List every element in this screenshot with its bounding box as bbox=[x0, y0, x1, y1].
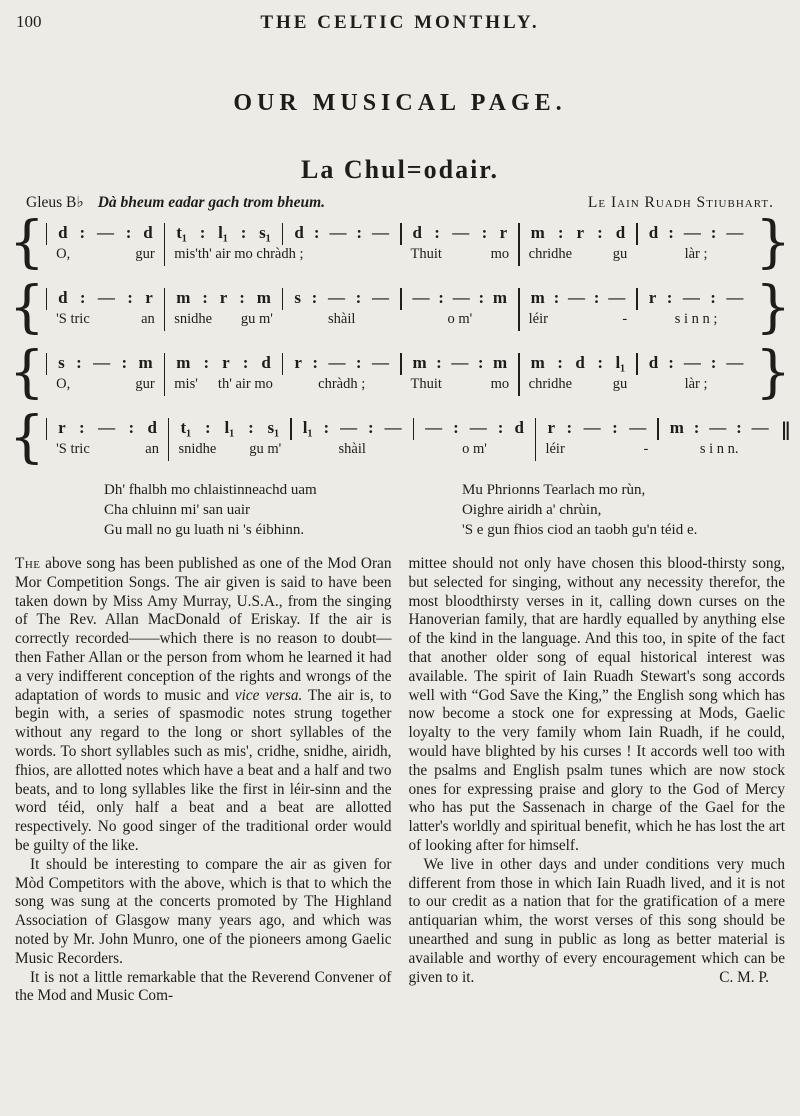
solfa-token: — bbox=[412, 287, 430, 307]
tempo-direction: Dà bheum eadar gach trom bheum. bbox=[97, 194, 326, 211]
solfa-token: : bbox=[125, 222, 132, 242]
lyric-word: mo bbox=[490, 376, 510, 392]
measure bbox=[292, 415, 413, 458]
lyric-word: mis' bbox=[174, 246, 198, 262]
solfa-token: r bbox=[58, 417, 66, 437]
solfa-token: d bbox=[648, 222, 659, 242]
solfa-notes bbox=[47, 350, 164, 375]
solfa-token: — bbox=[93, 352, 111, 372]
solfa-token: — bbox=[583, 417, 601, 437]
solfa-token: m bbox=[669, 417, 684, 437]
solfa-token: : bbox=[438, 287, 444, 307]
solfa-notes bbox=[165, 220, 282, 245]
lyric-word: O, bbox=[56, 376, 71, 392]
lyric-word: 'S tric bbox=[56, 311, 90, 327]
solfa-token: : bbox=[248, 417, 254, 437]
solfa-token: l₁ bbox=[218, 222, 228, 242]
lyric-row bbox=[165, 376, 282, 393]
solfa-token: : bbox=[239, 287, 245, 307]
solfa-token: — bbox=[97, 287, 115, 307]
measure bbox=[165, 285, 282, 328]
lyric-row bbox=[402, 376, 519, 393]
solfa-token: s₁ bbox=[259, 222, 271, 242]
solfa-token: : bbox=[668, 222, 674, 242]
solfa-token: : bbox=[203, 352, 210, 372]
article-paragraph: mittee should not only have chosen this blood-thirsty song, but selected for singing, without any necessity therefor, the most bloodthirsty verses in it, calling down curses on the Hanoverian family, that are hardly equalled by anything else of the kind in the language. And this too, in spite of the fact that another older song of equal historical interest was available. The spirit of Iain Ruadh Stewart's song accords well with “God Save the King,” the English song which has now become a stock one for expressing at Mods, Gaelic loyalty to the very family whom Iain Ruadh, if he could, would have blighted by his curses ! It accords well too with the psalms and English psalm tunes which are now stock ones for expressing praise and glory to the God of Mercy who has put the Sassenach in charge of the Gael for the latter's worldly and spiritual benefit, which he has lost the art of looking after for himself. bbox=[408, 555, 785, 854]
measure bbox=[47, 415, 168, 458]
lyric-row bbox=[638, 376, 755, 393]
solfa-notes bbox=[638, 285, 755, 310]
solfa-token: : bbox=[202, 287, 208, 307]
solfa-token: : bbox=[553, 287, 560, 307]
lyric-word: chràdh ; bbox=[318, 376, 366, 392]
close-brace: } bbox=[755, 340, 792, 405]
verse-line: Gu mall no gu luath ni 's éibhinn. bbox=[104, 522, 305, 538]
italic-phrase: vice versa. bbox=[234, 686, 303, 704]
lyric-word: làr ; bbox=[684, 376, 708, 392]
solfa-token: s bbox=[294, 287, 302, 307]
solfa-token: d bbox=[147, 417, 157, 437]
lyric-row bbox=[402, 311, 519, 328]
solfa-token: r bbox=[499, 222, 508, 242]
measure bbox=[283, 350, 400, 393]
solfa-token: : bbox=[566, 417, 573, 437]
lyric-word: o m' bbox=[447, 311, 473, 327]
solfa-token: : bbox=[76, 352, 82, 372]
lyric-word: gu bbox=[612, 376, 628, 392]
lyric-word: gu m' bbox=[249, 441, 282, 457]
lyric-row bbox=[292, 441, 413, 458]
solfa-token: — bbox=[629, 417, 647, 437]
measure bbox=[638, 220, 755, 263]
solfa-token: d bbox=[412, 222, 422, 242]
lyric-row bbox=[638, 311, 755, 328]
solfa-token: — bbox=[568, 287, 586, 307]
lyric-row bbox=[659, 441, 780, 458]
lyric-word: chridhe bbox=[528, 376, 573, 392]
verse-right bbox=[400, 480, 800, 540]
measure bbox=[520, 220, 637, 263]
lyric-row bbox=[47, 311, 164, 328]
solfa-token: m bbox=[530, 287, 545, 307]
solfa-token: — bbox=[384, 417, 402, 437]
lyric-row bbox=[283, 311, 400, 328]
solfa-token: t₁ bbox=[180, 417, 192, 437]
lyric-word: Thuit bbox=[410, 246, 442, 262]
solfa-token: d bbox=[58, 222, 68, 242]
section-heading: OUR MUSICAL PAGE. bbox=[233, 90, 567, 116]
solfa-notes bbox=[47, 220, 164, 245]
verse-stanzas bbox=[0, 480, 800, 540]
solfa-token: : bbox=[311, 287, 318, 307]
solfa-token: : bbox=[313, 222, 320, 242]
solfa-notes bbox=[638, 220, 755, 245]
key-signature: Gleus B♭ bbox=[26, 194, 84, 211]
solfa-notes bbox=[47, 285, 164, 310]
verse-left bbox=[0, 480, 400, 540]
close-brace: } bbox=[755, 210, 792, 275]
solfa-token: m bbox=[176, 287, 191, 307]
score-meta-row bbox=[26, 193, 774, 212]
solfa-token: r bbox=[547, 417, 555, 437]
solfa-token: : bbox=[312, 352, 319, 372]
solfa-notes bbox=[520, 220, 637, 245]
lyric-word: làr ; bbox=[684, 246, 708, 262]
solfa-token: : bbox=[242, 352, 249, 372]
solfa-token: : bbox=[453, 417, 459, 437]
solfa-token: r bbox=[222, 352, 230, 372]
solfa-token: — bbox=[328, 287, 345, 307]
solfa-token: : bbox=[557, 352, 563, 372]
solfa-notes bbox=[283, 220, 400, 245]
solfa-token: r bbox=[648, 287, 657, 307]
solfa-notes bbox=[402, 220, 519, 245]
lyric-word: gur bbox=[135, 376, 155, 392]
solfa-token: — bbox=[371, 287, 389, 307]
lyric-word: mis' bbox=[174, 376, 198, 392]
measure bbox=[165, 350, 282, 393]
solfa-token: : bbox=[666, 287, 673, 307]
solfa-token: r bbox=[145, 287, 153, 307]
article-paragraph: We live in other days and under conditions very much different from those in which Iain Ruadh lived, and it is not to our credit as a nation that for the gratification of a mere antiquarian whim, the worst verses of this song should be unearthed and sung in public as long as better material is available and worthy of every encouragement which can be given to it. C. M. P. bbox=[408, 855, 785, 986]
lyric-row bbox=[47, 376, 164, 393]
music-system bbox=[8, 340, 792, 405]
lyric-row bbox=[47, 441, 168, 458]
solfa-token: m bbox=[412, 352, 427, 372]
solfa-notes bbox=[165, 285, 282, 310]
solfa-token: : bbox=[356, 222, 363, 242]
lyric-row bbox=[638, 246, 755, 263]
solfa-notes bbox=[520, 285, 637, 310]
solfa-token: d bbox=[294, 222, 304, 242]
solfa-token: : bbox=[79, 417, 85, 437]
measure bbox=[402, 350, 519, 393]
solfa-token: — bbox=[96, 222, 114, 242]
solfa-token: — bbox=[372, 222, 390, 242]
solfa-token: : bbox=[597, 352, 603, 372]
score-meta-left bbox=[26, 193, 325, 212]
music-systems bbox=[8, 210, 792, 470]
music-system bbox=[8, 275, 792, 340]
open-brace: { bbox=[9, 405, 45, 470]
solfa-token: d bbox=[261, 352, 271, 372]
solfa-token: : bbox=[434, 222, 440, 242]
lyric-word: mo bbox=[490, 246, 510, 262]
solfa-token: : bbox=[612, 417, 618, 437]
measure bbox=[169, 415, 290, 458]
solfa-token: — bbox=[709, 417, 727, 437]
lyric-row bbox=[520, 376, 637, 393]
article-right-column bbox=[409, 555, 786, 1006]
solfa-token: : bbox=[240, 222, 247, 242]
double-barline: ‖ bbox=[781, 417, 791, 446]
solfa-token: m bbox=[530, 222, 545, 242]
lyric-row bbox=[169, 441, 290, 458]
article-paragraph: It is not a little remarkable that the Reverend Convener of the Mod and Music Com- bbox=[15, 968, 392, 1005]
measure bbox=[47, 220, 164, 263]
lyric-word: léir bbox=[545, 441, 565, 457]
measure bbox=[47, 285, 164, 328]
solfa-token: : bbox=[121, 352, 128, 372]
solfa-token: — bbox=[726, 352, 744, 372]
solfa-token: m bbox=[138, 352, 153, 372]
solfa-token: — bbox=[371, 352, 389, 372]
solfa-token: : bbox=[199, 222, 206, 242]
solfa-token: r bbox=[219, 287, 228, 307]
solfa-notes bbox=[402, 285, 519, 310]
page-number: 100 bbox=[16, 12, 42, 31]
measure bbox=[638, 350, 755, 393]
lyric-word: s i n n ; bbox=[674, 311, 718, 327]
solfa-token: : bbox=[79, 287, 86, 307]
lyric-word: an bbox=[145, 441, 159, 457]
lyric-word: - bbox=[643, 441, 649, 457]
solfa-token: : bbox=[355, 352, 362, 372]
solfa-token: — bbox=[726, 222, 744, 242]
open-brace: { bbox=[9, 275, 45, 340]
verse-line: Mu Phrionns Tearlach mo rùn, bbox=[462, 482, 646, 498]
solfa-token: — bbox=[751, 417, 769, 437]
lyric-row bbox=[47, 246, 164, 263]
solfa-token: — bbox=[683, 222, 701, 242]
solfa-token: : bbox=[710, 222, 717, 242]
solfa-token: : bbox=[736, 417, 742, 437]
lyric-word: snidhe bbox=[178, 441, 217, 457]
solfa-notes bbox=[169, 415, 290, 440]
lyric-word: an bbox=[141, 311, 155, 327]
measure bbox=[402, 220, 519, 263]
lyric-word: O, bbox=[56, 246, 71, 262]
verse-line: 'S e gun fhios ciod an taobh gu'n téid e. bbox=[462, 522, 698, 538]
lyric-word: léir bbox=[528, 311, 548, 327]
measure bbox=[659, 415, 780, 458]
solfa-token: : bbox=[79, 222, 86, 242]
lyric-row bbox=[520, 246, 637, 263]
solfa-token: : bbox=[477, 352, 484, 372]
article-paragraph: It should be interesting to compare the air as given for Mòd Competitors with the above, which is that to which the song was sung at the concerts promoted by The Highland Association of Glasgow many years ago, and which was noted by Mr. John Munro, one of the pioneers among Gaelic Music Recorders. bbox=[15, 855, 392, 967]
lyric-row bbox=[520, 311, 637, 328]
solfa-token: : bbox=[436, 352, 442, 372]
lyric-word: shàil bbox=[328, 311, 356, 327]
solfa-token: m bbox=[176, 352, 191, 372]
solfa-token: m bbox=[530, 352, 545, 372]
solfa-notes bbox=[520, 350, 637, 375]
lyric-row bbox=[165, 311, 282, 328]
solfa-token: : bbox=[497, 417, 504, 437]
solfa-notes bbox=[536, 415, 657, 440]
lyric-word: Thuit bbox=[410, 376, 442, 392]
author-initials: C. M. P. bbox=[719, 968, 769, 986]
lyric-row bbox=[536, 441, 657, 458]
lyric-word: 'S tric bbox=[56, 441, 90, 457]
lyric-word: shàil bbox=[338, 441, 366, 457]
solfa-token: d bbox=[648, 352, 659, 372]
lyric-row bbox=[283, 376, 400, 393]
music-system bbox=[8, 210, 792, 275]
solfa-token: : bbox=[355, 287, 362, 307]
lyric-word: th' air mo chràdh ; bbox=[197, 246, 304, 262]
open-brace: { bbox=[9, 340, 45, 405]
solfa-token: : bbox=[668, 352, 674, 372]
solfa-token: : bbox=[481, 222, 488, 242]
solfa-notes bbox=[659, 415, 780, 440]
solfa-token: — bbox=[328, 352, 346, 372]
lyric-word: o m' bbox=[462, 441, 487, 457]
solfa-token: m bbox=[492, 287, 508, 307]
solfa-token: — bbox=[726, 287, 744, 307]
lyric-word: gu m' bbox=[240, 311, 273, 327]
solfa-token: l₁ bbox=[302, 417, 313, 437]
solfa-token: — bbox=[98, 417, 116, 437]
solfa-token: : bbox=[593, 287, 600, 307]
solfa-token: r bbox=[294, 352, 302, 372]
verse-line: Oighre airidh a' chrùin, bbox=[462, 502, 602, 518]
solfa-token: l₁ bbox=[224, 417, 235, 437]
solfa-token: : bbox=[127, 287, 133, 307]
solfa-token: — bbox=[469, 417, 487, 437]
composer-byline: Le Iain Ruadh Stiubhart. bbox=[587, 194, 774, 211]
solfa-token: s bbox=[58, 352, 65, 372]
solfa-token: d bbox=[58, 287, 68, 307]
lyric-row bbox=[414, 441, 535, 458]
solfa-token: — bbox=[608, 287, 626, 307]
measure bbox=[47, 350, 164, 393]
solfa-notes bbox=[414, 415, 535, 440]
solfa-token: l₁ bbox=[615, 352, 626, 372]
measure bbox=[414, 415, 535, 458]
lyric-word: chridhe bbox=[528, 246, 573, 262]
solfa-token: : bbox=[710, 352, 717, 372]
solfa-token: — bbox=[425, 417, 443, 437]
solfa-token: : bbox=[478, 287, 485, 307]
solfa-token: d bbox=[143, 222, 153, 242]
solfa-token: — bbox=[329, 222, 347, 242]
lyric-word: gu bbox=[612, 246, 628, 262]
measure bbox=[520, 285, 637, 328]
solfa-notes bbox=[283, 350, 400, 375]
solfa-notes bbox=[402, 350, 519, 375]
open-brace: { bbox=[9, 210, 45, 275]
solfa-token: t₁ bbox=[176, 222, 188, 242]
measure bbox=[165, 220, 304, 263]
solfa-token: — bbox=[452, 287, 470, 307]
solfa-token: m bbox=[256, 287, 271, 307]
lyric-word: th' air mo bbox=[217, 376, 273, 392]
close-brace: } bbox=[755, 275, 792, 340]
solfa-token: s₁ bbox=[267, 417, 280, 437]
lyric-word: s i n n. bbox=[699, 441, 739, 457]
solfa-notes bbox=[47, 415, 168, 440]
verse-line: Cha chluinn mi' san uair bbox=[104, 502, 251, 518]
solfa-notes bbox=[292, 415, 413, 440]
solfa-token: : bbox=[205, 417, 211, 437]
solfa-token: — bbox=[340, 417, 358, 437]
solfa-token: — bbox=[452, 222, 470, 242]
solfa-notes bbox=[638, 350, 755, 375]
solfa-token: : bbox=[693, 417, 700, 437]
solfa-token: m bbox=[492, 352, 508, 372]
solfa-notes bbox=[283, 285, 400, 310]
measure bbox=[283, 220, 400, 246]
solfa-token: : bbox=[128, 417, 135, 437]
lyric-word: snidhe bbox=[174, 311, 213, 327]
journal-title: THE CELTIC MONTHLY. bbox=[260, 12, 540, 33]
lyric-word: gur bbox=[135, 246, 155, 262]
solfa-token: d bbox=[514, 417, 524, 437]
article bbox=[15, 555, 785, 1006]
song-title: La Chul=odair. bbox=[301, 155, 499, 184]
solfa-token: — bbox=[683, 352, 701, 372]
solfa-token: : bbox=[323, 417, 330, 437]
measure bbox=[283, 285, 400, 328]
lyric-word: - bbox=[622, 311, 628, 327]
solfa-token: r bbox=[576, 222, 585, 242]
measure bbox=[638, 285, 755, 328]
measure bbox=[402, 285, 519, 328]
lyric-row bbox=[165, 246, 304, 263]
lyric-row bbox=[402, 246, 519, 263]
article-left-column bbox=[15, 555, 392, 1006]
solfa-token: : bbox=[597, 222, 603, 242]
lead-word: The bbox=[15, 555, 41, 572]
solfa-token: — bbox=[451, 352, 469, 372]
solfa-token: d bbox=[615, 222, 626, 242]
measure bbox=[520, 350, 637, 393]
music-system bbox=[8, 405, 792, 470]
solfa-token: : bbox=[368, 417, 374, 437]
solfa-token: — bbox=[682, 287, 700, 307]
solfa-notes bbox=[165, 350, 282, 375]
verse-line: Dh' fhalbh mo chlaistinneachd uam bbox=[104, 482, 317, 498]
solfa-token: : bbox=[557, 222, 564, 242]
solfa-token: : bbox=[710, 287, 716, 307]
article-paragraph: The above song has been published as one of the Mod Oran Mor Competition Songs. The air given is said to have been taken down by Miss Amy Murray, U.S.A., from the singing of The Rev. Allan MacDonald of Eriskay. If the air is correctly recorded——which there is no reason to doubt—then Father Allan or the person from whom he learned it had a very indifferent conception of the rights and wrongs of the adaptation of words to music and vice versa. The air is, to begin with, a series of spasmodic notes strung together without any regard to the long or short syllables of the words. To short syllables such as mis', cridhe, snidhe, airidh, fhios, are allotted notes which have a beat and a half and two beats, and to long syllables like the first in léir-sinn and the word téid, only half a beat and a beat are allotted respectively. No good singer of the traditional order would be guilty of the like. bbox=[15, 555, 392, 854]
solfa-token: d bbox=[575, 352, 585, 372]
measure bbox=[536, 415, 657, 458]
